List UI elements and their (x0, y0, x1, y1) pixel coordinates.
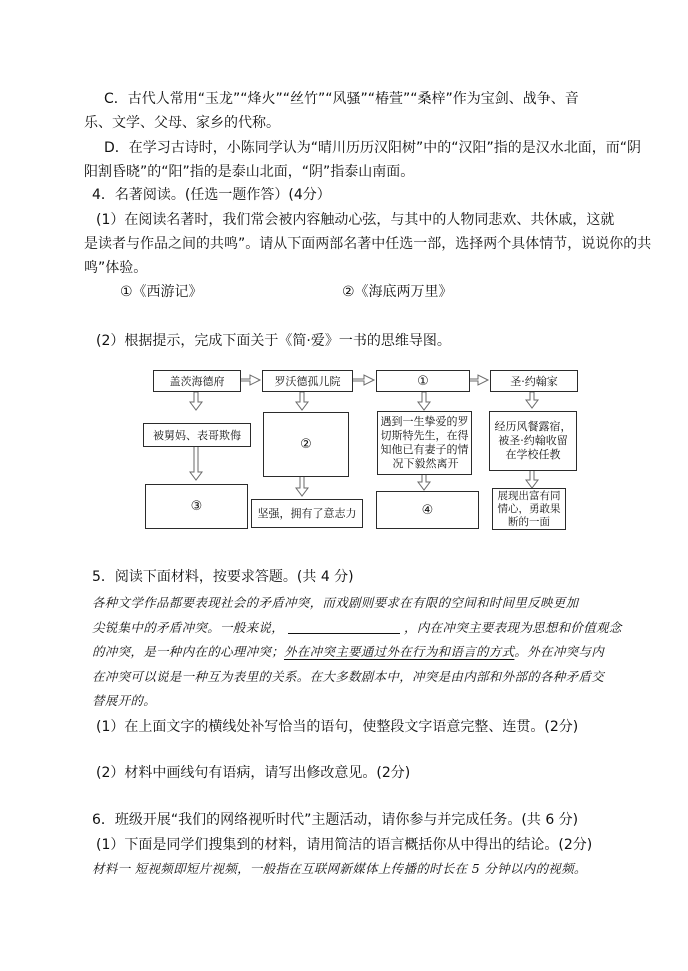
arrow-down-c1b (190, 446, 202, 480)
arrow-down-c4a (526, 392, 538, 408)
rochester-line4: 况下毅然离开 (392, 457, 459, 470)
box-strong-will-label: 坚强，拥有了意志力 (257, 507, 357, 520)
arrow-right-1 (240, 375, 260, 385)
box-lowood (262, 370, 353, 392)
box-blank-1-label: ① (417, 373, 429, 389)
box-bullied-label: 被舅妈、表哥欺侮 (153, 428, 241, 442)
q4-sub1-line1: (1）在阅读名著时，我们常会被内容触动心弦，与其中的人物同悲欢、共休戚，这就 (96, 212, 615, 228)
book-option-2: ②《海底两万里》 (342, 284, 453, 300)
box-meets-rochester (377, 411, 472, 475)
arrow-down-c2a (296, 392, 308, 410)
box-blank-2 (263, 412, 349, 477)
compassion-line1: 展现出富有同 (497, 489, 561, 502)
box-st-john (490, 370, 578, 392)
box-gateshead (153, 370, 241, 392)
arrow-down-c4b (526, 470, 538, 488)
box-bullied (143, 423, 251, 447)
q5-sub1: (1）在上面文字的横线处补写恰当的语句，使整段文字语意完整、连贯。(2分) (96, 719, 579, 735)
rochester-line3: 知他已有妻子的情 (380, 443, 469, 456)
taken-in-line3: 在学校任教 (505, 448, 561, 461)
q6-sub1: (1）下面是同学们搜集到的材料，请用简洁的语言概括你从中得出的结论。(2分) (96, 837, 593, 853)
q5-para-line3 (92, 642, 604, 662)
q6-heading: 6．班级开展“我们的网络视听时代”主题活动，请你参与并完成任务。(共 6 分) (92, 812, 579, 828)
box-st-john-label: 圣·约翰家 (510, 374, 558, 388)
box-strong-will (251, 499, 363, 528)
q5-sub2: (2）材料中画线句有语病，请写出修改意见。(2分) (96, 765, 411, 781)
option-d-line1: D．在学习古诗时，小陈同学认为“晴川历历汉阳树”中的“汉阳”指的是汉水北面，而“阴 (104, 140, 642, 156)
q5-para-line5: 替展开的。 (92, 693, 157, 708)
arrow-down-c1a (190, 392, 202, 410)
compassion-line2: 情心，勇敢果 (497, 502, 561, 515)
box-blank-4-label: ④ (421, 502, 434, 518)
option-c-line1: C．古代人常用“玉龙”“烽火”“丝竹”“风骚”“椿萱”“桑梓”作为宝剑、战争、音 (104, 91, 579, 107)
q4-sub1-line2: 是读者与作品之间的共鸣”。请从下面两部名著中任选一部，选择两个具体情节，说说你的共 (84, 236, 652, 252)
q5-para-line2-b: ，内在冲突主要表现为思想和价值观念 (404, 620, 622, 635)
q4-sub1-line3: 鸣”体验。 (84, 260, 148, 276)
arrow-down-c3b (418, 474, 430, 490)
box-gateshead-label: 盖茨海德府 (169, 374, 225, 388)
box-blank-3-label: ③ (190, 499, 203, 514)
q5-heading: 5．阅读下面材料，按要求答题。(共 4 分) (92, 569, 354, 585)
box-blank-2-label: ② (300, 437, 312, 452)
rochester-line2: 切斯特先生，在得 (380, 429, 469, 442)
box-blank-4 (376, 491, 479, 529)
q5-para-line2-a: 尖锐集中的矛盾冲突。一般来说， (92, 620, 285, 635)
rochester-line1: 遇到一生挚爱的罗 (380, 415, 469, 428)
q5-para-line1: 各种文学作品都要表现社会的矛盾冲突，而戏剧则要求在有限的空间和时间里反映更加 (92, 595, 579, 610)
underlined-sentence: 外在冲突主要通过外在行为和语言的方式 (284, 644, 515, 659)
option-c-line2: 乐、文学、父母、家乡的代称。 (84, 115, 280, 131)
book-option-1: ①《西游记》 (120, 284, 203, 300)
taken-in-line1: 经历风餐露宿， (494, 420, 572, 433)
q4-heading: 4．名著阅读。(任选一题作答）(4分） (92, 187, 331, 203)
box-taken-in (489, 411, 577, 471)
box-blank-1 (376, 370, 470, 392)
box-compassion (492, 488, 566, 530)
compassion-line3: 断的一面 (508, 515, 550, 528)
box-blank-3 (145, 484, 248, 529)
taken-in-line2: 被圣·约翰收留 (498, 434, 568, 447)
q4-sub2: (2）根据提示，完成下面关于《简·爱》一书的思维导图。 (96, 333, 451, 349)
fill-in-blank[interactable] (288, 619, 400, 634)
box-lowood-label: 罗沃德孤儿院 (274, 374, 341, 388)
arrow-right-2 (352, 375, 374, 385)
q5-para-line3-a: 的冲突，是一种内在的心理冲突； (92, 644, 285, 659)
arrow-down-c2b (296, 476, 308, 496)
arrow-right-3 (469, 375, 488, 385)
arrow-down-c3a (418, 392, 430, 410)
q6-material1: 材料一 短视频即短片视频，一般指在互联网新媒体上传播的时长在 5 分钟以内的视频。 (92, 861, 587, 876)
q5-para-line3-b: 。外在冲突与内 (514, 644, 605, 659)
q5-para-line4: 在冲突可以说是一种互为表里的关系。在大多数剧本中，冲突是由内部和外部的各种矛盾交 (92, 669, 605, 684)
option-d-line2: 阳割昏晓”的“阳”指的是泰山北面，“阴”指泰山南面。 (84, 164, 415, 180)
q5-para-line2 (92, 618, 622, 638)
